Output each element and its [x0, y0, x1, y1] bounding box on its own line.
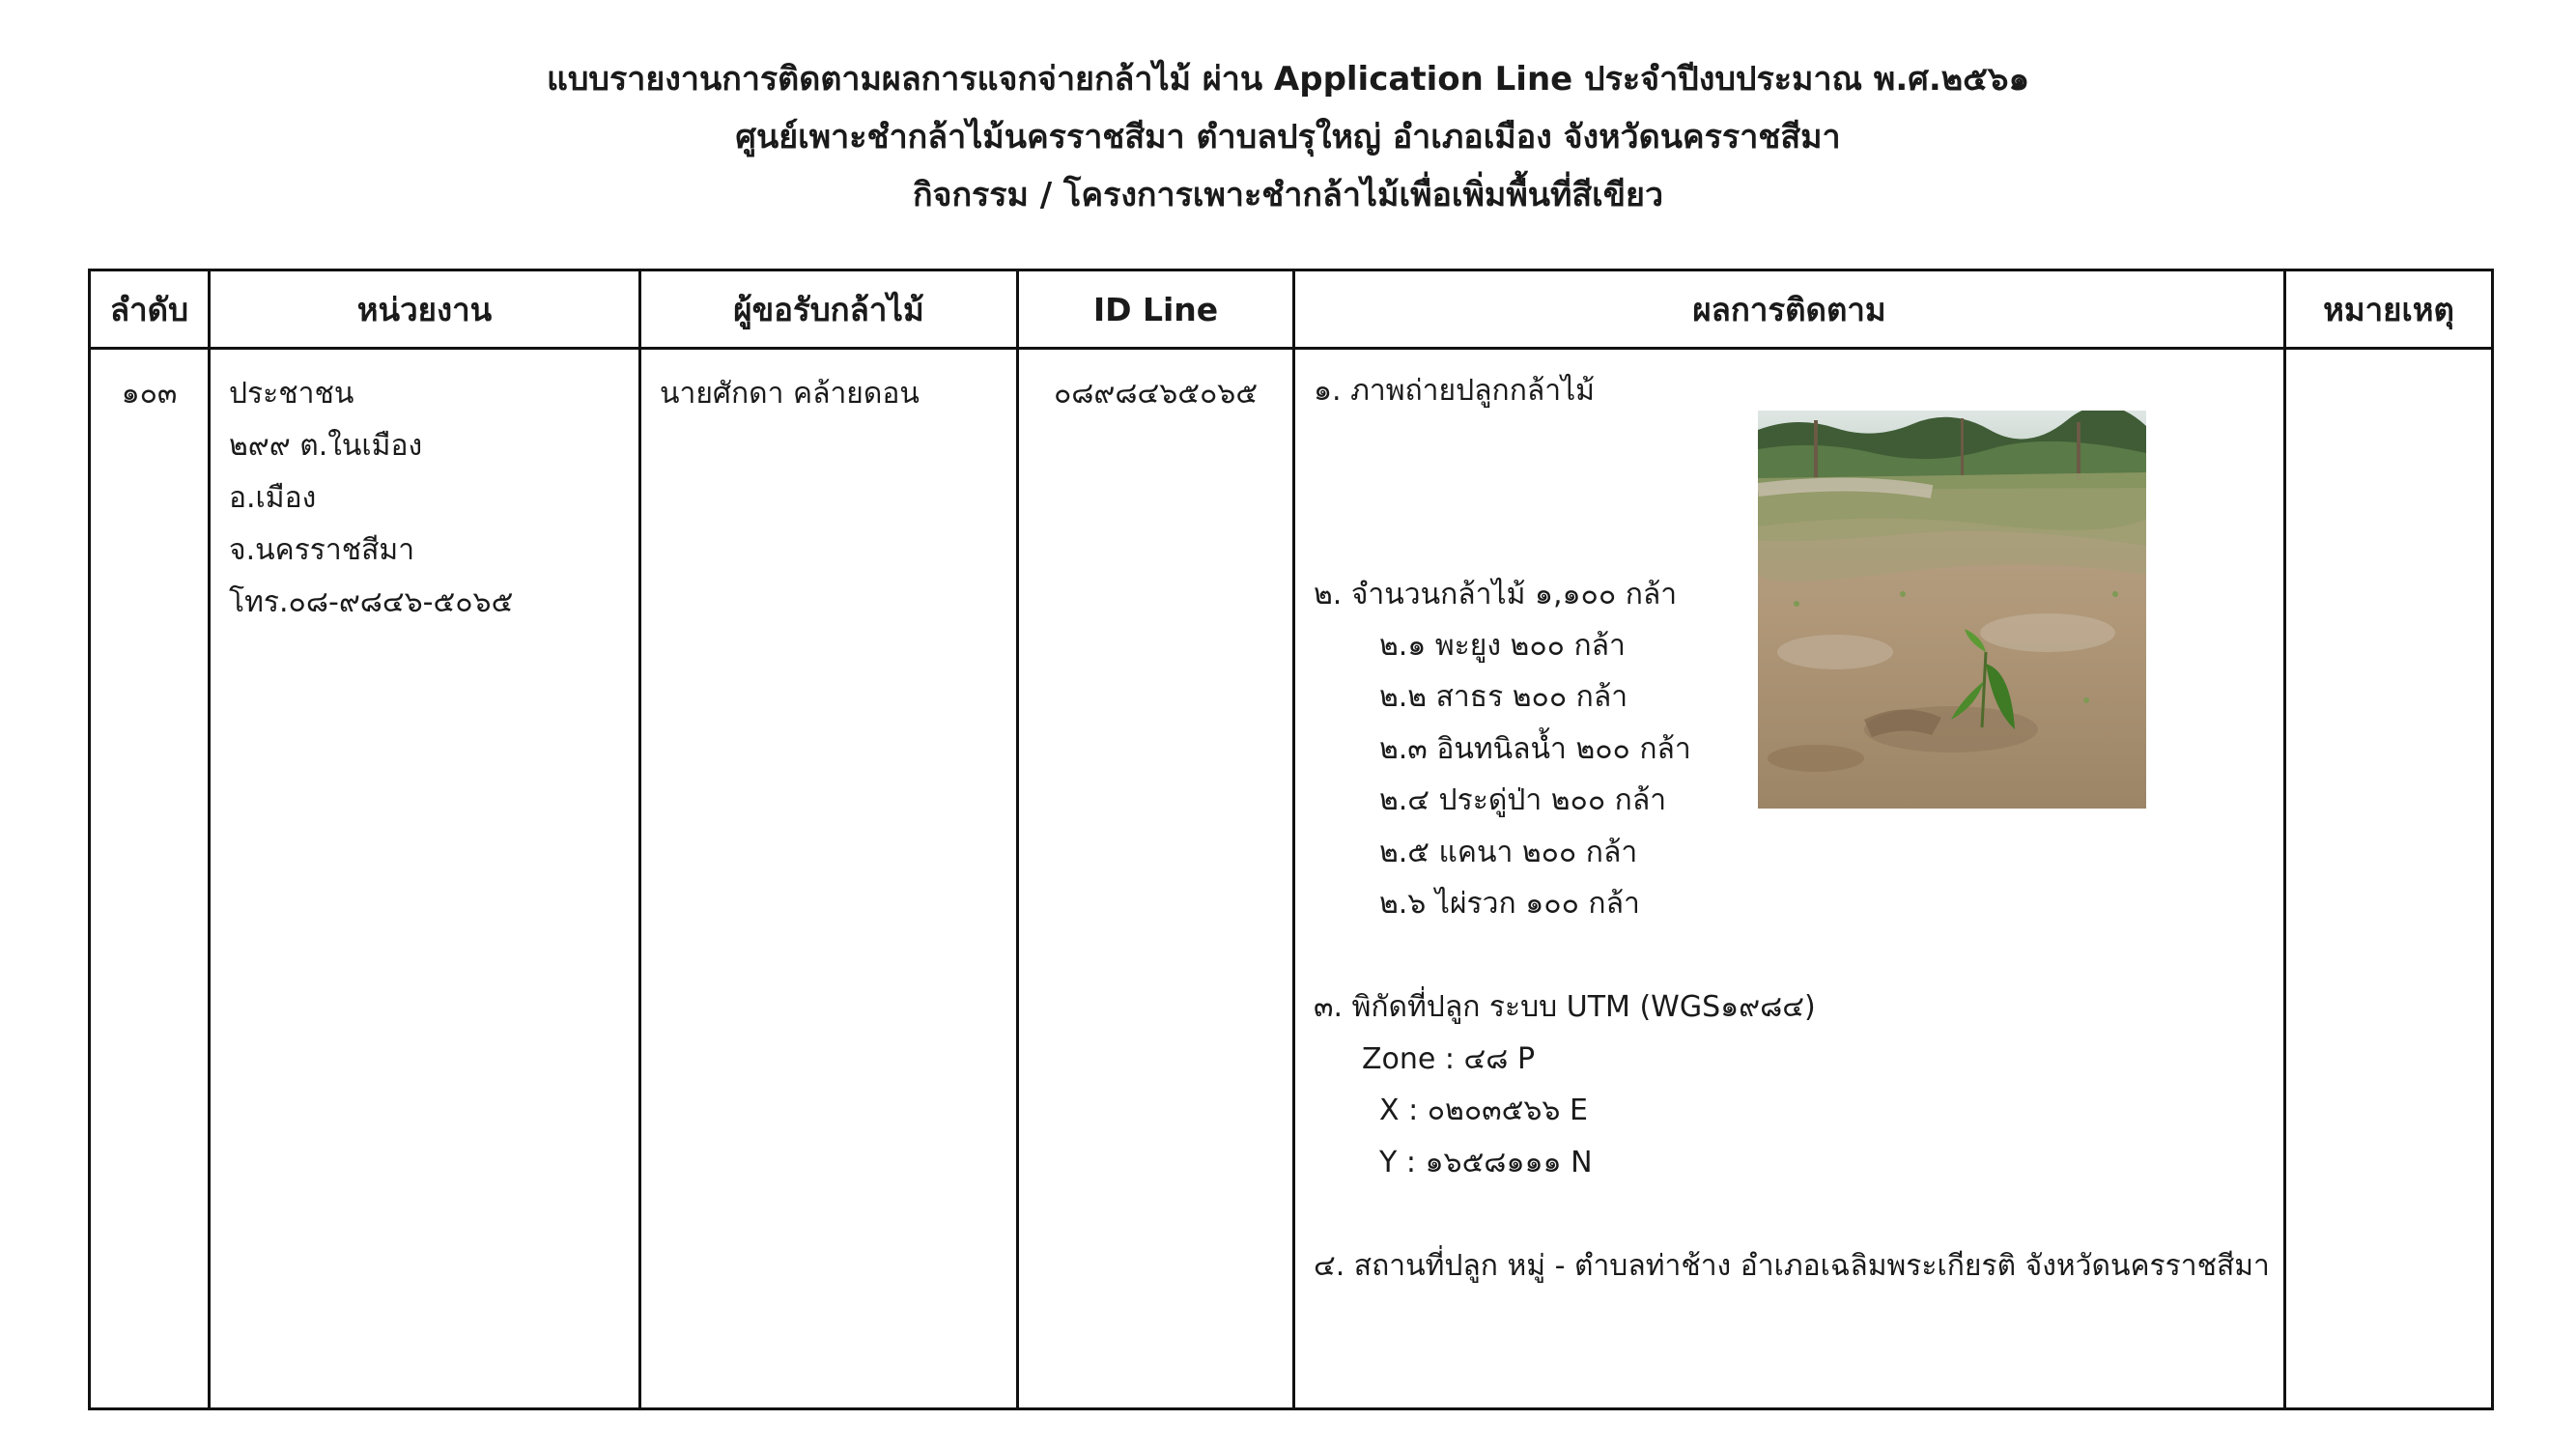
seedling-item: ๒.๕ แคนา ๒๐๐ กล้า	[1379, 836, 1638, 869]
header-recipient: ผู้ขอรับกล้าไม้	[640, 270, 1018, 349]
planting-photo	[1758, 411, 2146, 809]
cell-agency	[210, 349, 640, 1409]
header-result: ผลการติดตาม	[1294, 270, 2285, 349]
photo-title: ๑. ภาพถ่ายปลูกกล้าไม้	[1314, 374, 1595, 408]
planting-photo-image	[1758, 411, 2146, 809]
utm-x: X : ๐๒๐๓๕๖๖ E	[1379, 1094, 1588, 1127]
utm-y: Y : ๑๖๕๘๑๑๑ N	[1379, 1146, 1593, 1179]
coordinate-title: ๓. พิกัดที่ปลูก ระบบ UTM (WGS๑๙๘๔)	[1314, 990, 1816, 1024]
header-agency: หน่วยงาน	[210, 270, 640, 349]
remark-value	[2287, 351, 2490, 368]
header-id-line: ID Line	[1018, 270, 1294, 349]
cell-number	[90, 349, 210, 1409]
row-number: ๑๐๓	[121, 377, 178, 411]
id-line-value: ๐๘๙๘๔๖๕๐๖๕	[1053, 377, 1259, 411]
seedling-item: ๒.๖ ไผ่รวก ๑๐๐ กล้า	[1379, 887, 1640, 921]
cell-id-line	[1018, 349, 1294, 1409]
agency-address: ๒๙๙ ต.ในเมือง	[229, 429, 423, 463]
planting-location: ๔. สถานที่ปลูก หมู่ - ตำบลท่าช้าง อำเภอเฉลิมพระเกียรติ จังหวัดนครราชสีมา	[1314, 1249, 2270, 1283]
table-row	[90, 349, 2493, 1409]
seedling-count: ๒. จำนวนกล้าไม้ ๑,๑๐๐ กล้า	[1314, 578, 1678, 611]
seedling-item: ๒.๑ พะยูง ๒๐๐ กล้า	[1379, 629, 1626, 663]
seedling-item: ๒.๒ สาธร ๒๐๐ กล้า	[1379, 680, 1628, 714]
seedling-item: ๒.๓ อินทนิลน้ำ ๒๐๐ กล้า	[1379, 732, 1691, 766]
agency-district: อ.เมือง	[229, 481, 317, 515]
recipient-name: นายศักดา คล้ายดอน	[660, 377, 920, 411]
cell-result	[1294, 349, 2285, 1409]
report-activity: กิจกรรม / โครงการเพาะชำกล้าไม้เพื่อเพิ่มพื้นที่สีเขียว	[912, 176, 1664, 214]
table-header-row	[90, 270, 2493, 349]
header-remark: หมายเหตุ	[2285, 270, 2493, 349]
agency-phone: โทร.๐๘-๙๘๔๖-๕๐๖๕	[229, 585, 514, 619]
report-table	[88, 269, 2494, 1410]
report-title: แบบรายงานการติดตามผลการแจกจ่ายกล้าไม้ ผ่าน Application Line ประจำปีงบประมาณ พ.ศ.๒๕๖๑	[546, 60, 2030, 99]
seedling-item: ๒.๔ ประดู่ป่า ๒๐๐ กล้า	[1379, 783, 1667, 817]
header-number: ลำดับ	[90, 270, 210, 349]
cell-recipient	[640, 349, 1018, 1409]
agency-type: ประชาชน	[229, 377, 354, 411]
report-header	[0, 50, 2576, 224]
agency-province: จ.นครราชสีมา	[229, 533, 415, 567]
report-center: ศูนย์เพาะชำกล้าไม้นครราชสีมา ตำบลปรุใหญ่ อำเภอเมือง จังหวัดนครราชสีมา	[735, 118, 1841, 156]
utm-zone: Zone : ๔๘ P	[1362, 1042, 1536, 1076]
cell-remark	[2285, 349, 2493, 1409]
